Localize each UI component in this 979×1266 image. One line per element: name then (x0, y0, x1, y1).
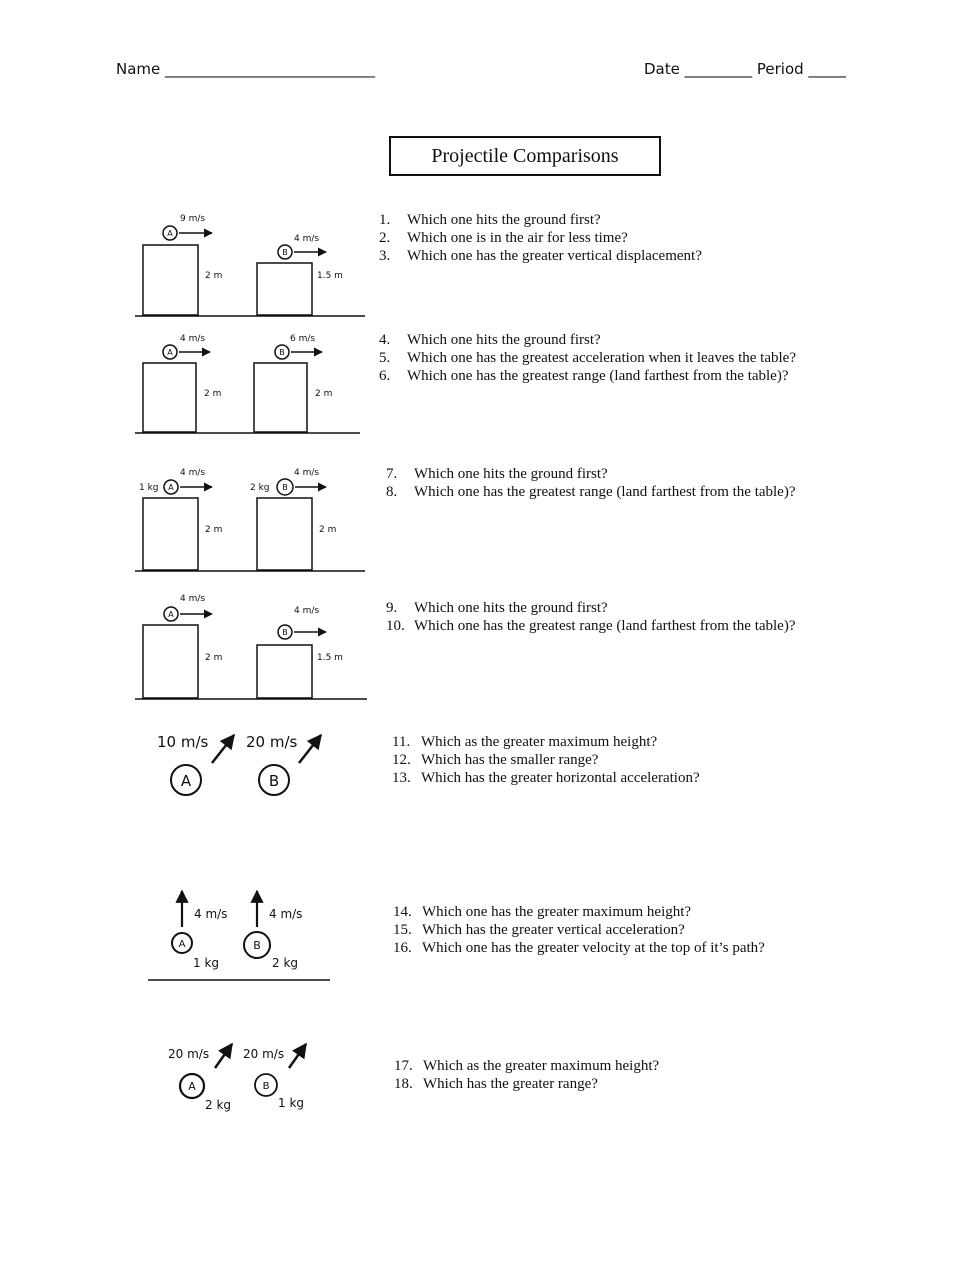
table-a (143, 498, 198, 570)
question-text: Which one hits the ground first? (414, 600, 608, 616)
ball-a-mass: 2 kg (205, 1098, 232, 1112)
ball-b-label: B (282, 248, 288, 257)
velocity-arrow-a (215, 1044, 232, 1068)
question-text: Which has the greater horizontal acceleration? (421, 770, 700, 786)
question-text: Which as the greater maximum height? (421, 734, 658, 750)
question-text: Which one hits the ground first? (414, 466, 608, 482)
table-b-height: 1.5 m (317, 271, 343, 281)
ball-a-label: A (188, 1080, 196, 1093)
ball-a-speed: 20 m/s (168, 1047, 210, 1061)
ball-b-label: B (282, 483, 288, 492)
question-text: Which one hits the ground first? (407, 212, 601, 228)
ball-b-label: B (262, 1081, 270, 1092)
question (386, 483, 796, 501)
figure-1 (130, 205, 370, 320)
ball-b-label: B (282, 628, 288, 637)
figure-4 (130, 590, 370, 705)
ball-b-mass: 1 kg (278, 1096, 305, 1110)
table-a (143, 363, 196, 432)
question (392, 733, 700, 751)
table-a-height: 2 m (205, 525, 223, 535)
question-group-6 (393, 903, 765, 957)
question-number: 8. (386, 484, 398, 500)
question-text: Which one is in the air for less time? (407, 230, 628, 246)
figure-3 (130, 462, 370, 577)
title-text: Projectile Comparisons (431, 144, 619, 167)
question (392, 769, 700, 787)
table-b (257, 498, 312, 570)
table-a-height: 2 m (205, 271, 223, 281)
ball-a-speed: 4 m/s (180, 468, 206, 478)
ball-b-speed: 4 m/s (269, 907, 303, 921)
question-number: 6. (379, 368, 391, 384)
ball-a-speed: 4 m/s (180, 334, 206, 344)
question-group-5 (392, 733, 700, 787)
ball-b-speed: 20 m/s (246, 733, 298, 751)
ball-b-label: B (253, 939, 261, 952)
question-number: 10. (386, 618, 405, 634)
figure-6 (140, 885, 340, 985)
table-a (143, 625, 198, 698)
question-text: Which one has the greater vertical displacement? (407, 248, 702, 264)
question-number: 7. (386, 466, 398, 482)
question-number: 11. (392, 734, 411, 750)
date-period-field[interactable]: Date _________ Period _____ (644, 60, 846, 78)
question-group-3 (386, 465, 796, 501)
velocity-arrow-a (212, 735, 234, 763)
ball-a-label: A (167, 348, 173, 357)
question-number: 4. (379, 332, 391, 348)
question-number: 16. (393, 940, 412, 956)
question (393, 939, 765, 957)
ball-a-label: A (178, 939, 186, 950)
question (379, 367, 796, 385)
ball-a-label: A (168, 610, 174, 619)
ball-a-mass: 1 kg (139, 483, 159, 493)
question (386, 617, 796, 635)
table-b (254, 363, 307, 432)
question-text: Which has the greater range? (423, 1076, 598, 1092)
question-group-4 (386, 599, 796, 635)
ball-b-speed: 20 m/s (243, 1047, 285, 1061)
ball-b-mass: 2 kg (272, 956, 299, 970)
question-group-7 (394, 1057, 659, 1093)
question-text: Which as the greater maximum height? (423, 1058, 660, 1074)
question-text: Which one has the greatest acceleration when it leaves the table? (407, 350, 796, 366)
question (392, 751, 700, 769)
figure-7 (160, 1035, 340, 1120)
question-text: Which one has the greater velocity at the top of it’s path? (422, 940, 765, 956)
ball-b-label: B (268, 772, 280, 790)
ball-a-label: A (180, 772, 192, 790)
ball-a-speed: 4 m/s (194, 907, 228, 921)
question-number: 12. (392, 752, 411, 768)
question (379, 349, 796, 367)
question-text: Which one hits the ground first? (407, 332, 601, 348)
ball-a-mass: 1 kg (193, 956, 220, 970)
ball-b-mass: 2 kg (250, 483, 270, 493)
ball-a-label: A (168, 483, 174, 492)
ball-a-label: A (167, 229, 173, 238)
question-number: 18. (394, 1076, 413, 1092)
ball-b-speed: 4 m/s (294, 606, 320, 616)
figure-2 (130, 327, 370, 437)
question (393, 903, 765, 921)
question-number: 15. (393, 922, 412, 938)
question (379, 211, 702, 229)
table-a (143, 245, 198, 315)
question-number: 17. (394, 1058, 413, 1074)
ball-a-speed: 10 m/s (157, 733, 209, 751)
table-b-height: 2 m (319, 525, 337, 535)
table-a-height: 2 m (205, 653, 223, 663)
ball-b-speed: 6 m/s (290, 334, 316, 344)
table-b-height: 1.5 m (317, 653, 343, 663)
question-group-2 (379, 331, 796, 385)
table-b (257, 263, 312, 315)
ball-b-speed: 4 m/s (294, 234, 320, 244)
question-group-1 (379, 211, 702, 265)
question-text: Which one has the greater maximum height? (422, 904, 692, 920)
velocity-arrow-b (299, 735, 321, 763)
question-text: Which one has the greatest range (land farthest from the table)? (414, 484, 796, 500)
question-number: 2. (379, 230, 391, 246)
question-number: 3. (379, 248, 391, 264)
question (379, 229, 702, 247)
question-number: 9. (386, 600, 398, 616)
question-number: 13. (392, 770, 411, 786)
ball-b-label: B (279, 348, 285, 357)
question (393, 921, 765, 939)
question-text: Which one has the greatest range (land farthest from the table)? (407, 368, 789, 384)
page-title (389, 136, 661, 176)
figure-5 (150, 725, 340, 805)
question-text: Which one has the greatest range (land farthest from the table)? (414, 618, 796, 634)
question (394, 1075, 659, 1093)
ball-a-speed: 4 m/s (180, 594, 206, 604)
question-number: 14. (393, 904, 412, 920)
table-b (257, 645, 312, 698)
question (379, 331, 796, 349)
question (386, 465, 796, 483)
question-text: Which has the greater vertical acceleration? (422, 922, 685, 938)
question (386, 599, 796, 617)
question (379, 247, 702, 265)
question-text: Which has the smaller range? (421, 752, 599, 768)
question-number: 1. (379, 212, 391, 228)
question (394, 1057, 659, 1075)
name-field[interactable]: Name ____________________________ (116, 60, 376, 78)
ball-b-speed: 4 m/s (294, 468, 320, 478)
velocity-arrow-b (289, 1044, 306, 1068)
ball-a-speed: 9 m/s (180, 214, 206, 224)
question-number: 5. (379, 350, 391, 366)
table-b-height: 2 m (315, 389, 333, 399)
table-a-height: 2 m (204, 389, 222, 399)
